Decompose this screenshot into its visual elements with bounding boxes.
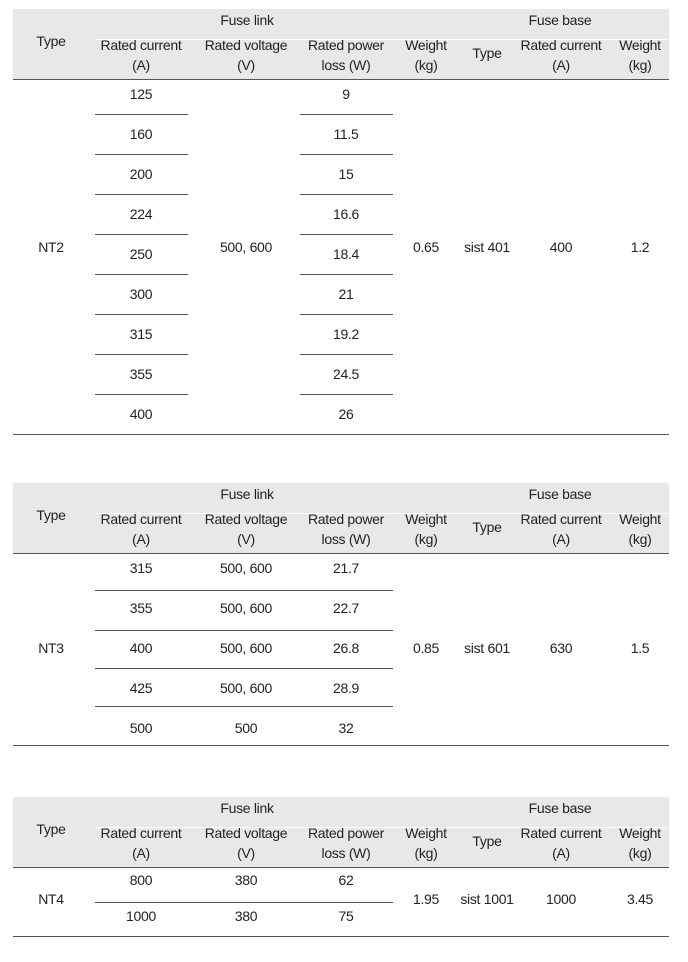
base-rated-current: 1000 xyxy=(546,891,576,907)
rated-voltage: 500, 600 xyxy=(219,239,273,255)
table-body xyxy=(13,554,669,746)
fuse-weight: 0.85 xyxy=(412,640,440,656)
fuse-weight: 0.65 xyxy=(412,239,440,255)
table-row-voltage: 380 xyxy=(234,872,258,888)
table-row-voltage: 500, 600 xyxy=(219,640,273,656)
table-row-loss: 9 xyxy=(342,86,350,102)
table-row-loss: 32 xyxy=(338,720,354,736)
table-row-current: 200 xyxy=(129,166,153,182)
table-row-loss: 26 xyxy=(338,406,354,422)
base-type: sist 601 xyxy=(464,640,510,656)
table-row-voltage: 500, 600 xyxy=(219,560,273,576)
fuse-type: NT4 xyxy=(38,891,64,907)
fuse-type: NT3 xyxy=(38,640,64,656)
header-rated-voltage: Rated voltage (V) xyxy=(204,511,288,547)
header-base-rated-current: Rated current (A) xyxy=(520,825,602,861)
table-row-loss: 21 xyxy=(338,286,354,302)
header-rated-power-loss: Rated power loss (W) xyxy=(307,511,385,547)
header-weight: Weight (kg) xyxy=(405,37,447,73)
table-row-loss: 19.2 xyxy=(332,326,360,342)
table-row-loss: 75 xyxy=(338,908,354,924)
header-weight: Weight (kg) xyxy=(405,825,447,861)
table-row-current: 355 xyxy=(129,366,153,382)
table-row-current: 425 xyxy=(129,680,153,696)
header-fuse-link: Fuse link xyxy=(220,800,274,816)
header-rated-power-loss: Rated power loss (W) xyxy=(307,825,385,861)
table-row-loss: 18.4 xyxy=(332,246,360,262)
header-base-type: Type xyxy=(472,519,502,535)
table-header xyxy=(13,483,669,554)
table-row-current: 160 xyxy=(129,126,153,142)
fuse-weight: 1.95 xyxy=(412,891,440,907)
header-base-weight: Weight (kg) xyxy=(619,37,661,73)
table-row-loss: 21.7 xyxy=(332,560,360,576)
nt3-table xyxy=(13,483,669,746)
table-row-voltage: 500 xyxy=(234,720,258,736)
table-row-voltage: 500, 600 xyxy=(219,600,273,616)
table-row-current: 224 xyxy=(129,206,153,222)
table-row-current: 355 xyxy=(129,600,153,616)
base-weight: 1.5 xyxy=(630,640,650,656)
header-fuse-link: Fuse link xyxy=(220,486,274,502)
table-row-current: 125 xyxy=(129,86,153,102)
table-row-voltage: 500, 600 xyxy=(219,680,273,696)
header-fuse-base: Fuse base xyxy=(528,12,592,28)
header-base-rated-current: Rated current (A) xyxy=(520,511,602,547)
table-row-loss: 11.5 xyxy=(333,126,359,142)
table-row-loss: 24.5 xyxy=(332,366,360,382)
table-row-current: 400 xyxy=(129,640,153,656)
table-body xyxy=(13,868,669,937)
table-row-current: 400 xyxy=(129,406,153,422)
table-row-loss: 62 xyxy=(338,872,354,888)
header-rated-current: Rated current (A) xyxy=(100,511,182,547)
table-row-current: 315 xyxy=(129,326,153,342)
header-type: Type xyxy=(36,821,66,837)
table-row-loss: 22.7 xyxy=(332,600,360,616)
table-row-current: 1000 xyxy=(126,908,156,924)
header-fuse-link: Fuse link xyxy=(220,12,274,28)
table-row-current: 800 xyxy=(129,872,153,888)
header-fuse-base: Fuse base xyxy=(528,486,592,502)
table-row-current: 500 xyxy=(129,720,153,736)
table-header xyxy=(13,9,669,80)
table-row-loss: 15 xyxy=(338,166,354,182)
header-rated-power-loss: Rated power loss (W) xyxy=(307,37,385,73)
header-base-rated-current: Rated current (A) xyxy=(520,37,602,73)
header-rated-voltage: Rated voltage (V) xyxy=(204,37,288,73)
header-base-weight: Weight (kg) xyxy=(619,825,661,861)
table-row-loss: 28.9 xyxy=(332,680,360,696)
table-row-current: 250 xyxy=(129,246,153,262)
table-row-voltage: 380 xyxy=(234,908,258,924)
header-type: Type xyxy=(36,507,66,523)
table-row-current: 300 xyxy=(129,286,153,302)
table-row-loss: 26.8 xyxy=(332,640,360,656)
table-body xyxy=(13,80,669,435)
header-rated-current: Rated current (A) xyxy=(100,825,182,861)
header-rated-current: Rated current (A) xyxy=(100,37,182,73)
base-type: sist 1001 xyxy=(460,891,514,907)
header-fuse-base: Fuse base xyxy=(528,800,592,816)
header-base-type: Type xyxy=(472,45,502,61)
base-type: sist 401 xyxy=(464,239,510,255)
base-weight: 3.45 xyxy=(626,891,654,907)
base-rated-current: 400 xyxy=(549,239,573,255)
nt4-table xyxy=(13,797,669,937)
table-header xyxy=(13,797,669,868)
header-type: Type xyxy=(36,33,66,49)
header-weight: Weight (kg) xyxy=(405,511,447,547)
header-base-weight: Weight (kg) xyxy=(619,511,661,547)
base-rated-current: 630 xyxy=(549,640,573,656)
base-weight: 1.2 xyxy=(630,239,650,255)
nt2-table xyxy=(13,9,669,435)
header-base-type: Type xyxy=(472,833,502,849)
header-rated-voltage: Rated voltage (V) xyxy=(204,825,288,861)
table-row-current: 315 xyxy=(129,560,153,576)
table-row-loss: 16.6 xyxy=(332,206,360,222)
fuse-type: NT2 xyxy=(38,239,64,255)
